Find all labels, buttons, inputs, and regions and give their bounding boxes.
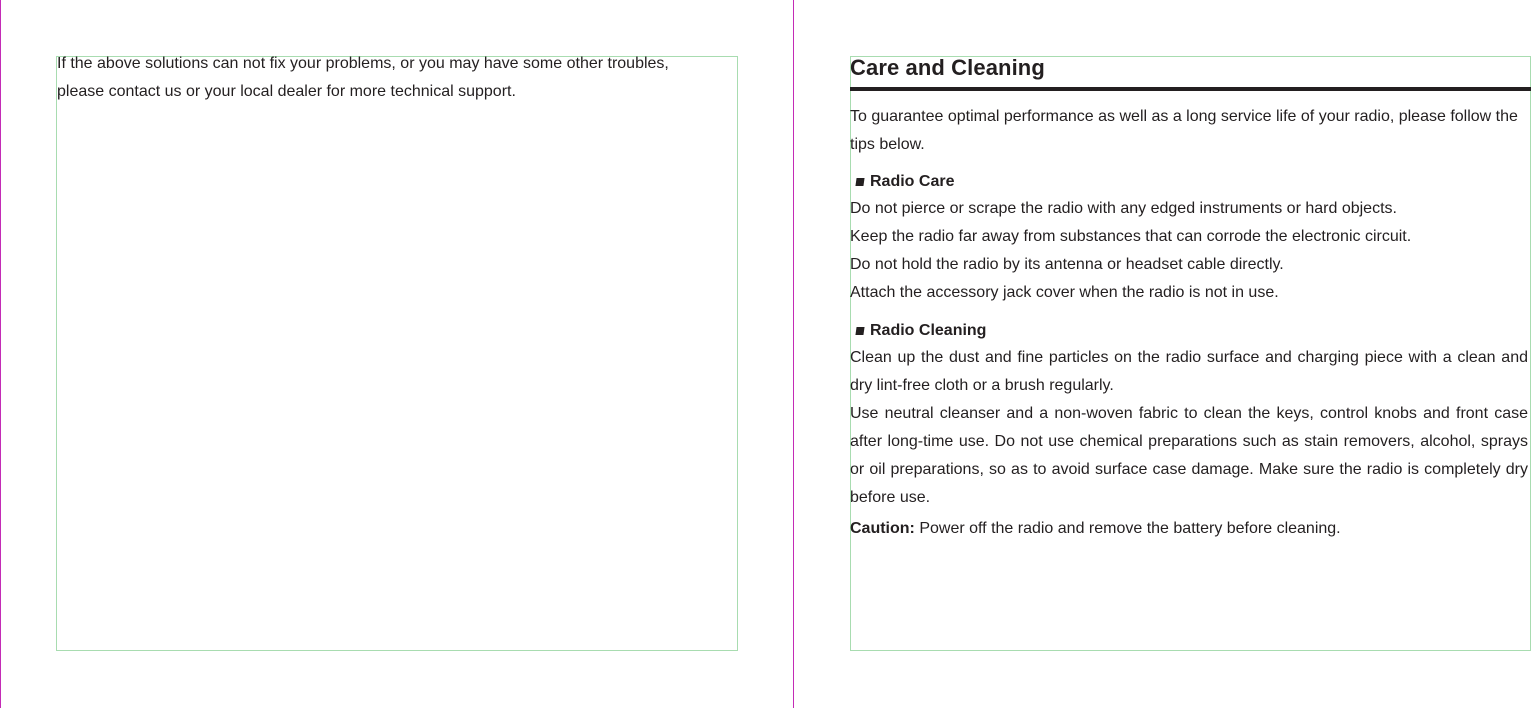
caution-note — [850, 515, 1533, 543]
caution-text: Power off the radio and remove the battery before cleaning. — [914, 520, 1341, 537]
square-bullet-icon — [855, 327, 864, 335]
cleaning-paragraph-2: Use neutral cleanser and a non-woven fabric to clean the keys, control knobs and front case after long-time use. Do not use chemical preparations such as stain removers, alcohol, sprays or oil preparations, so as to avoid surface case damage. Make sure the radio is completely dry before use. — [850, 405, 1528, 506]
left-page-edge — [0, 0, 1, 708]
title-underline — [850, 87, 1531, 91]
radio-care-heading — [850, 169, 1533, 195]
care-item: Do not hold the radio by its antenna or headset cable directly. — [850, 256, 1284, 273]
care-item: Do not pierce or scrape the radio with any edged instruments or hard objects. — [850, 200, 1397, 217]
page-spine-divider — [793, 0, 794, 708]
care-and-cleaning-section — [850, 52, 1533, 543]
support-paragraph — [57, 50, 737, 106]
left-text-frame — [56, 56, 738, 651]
intro-paragraph: To guarantee optimal performance as well as a long service life of your radio, please follow the tips below. — [850, 108, 1518, 153]
support-line-1: If the above solutions can not fix your problems, or you may have some other troubles, — [57, 55, 669, 72]
care-item: Keep the radio far away from substances that can corrode the electronic circuit. — [850, 228, 1412, 245]
radio-care-heading-label: Radio Care — [870, 173, 955, 190]
caution-label: Caution: — [850, 520, 915, 537]
radio-cleaning-heading-label: Radio Cleaning — [870, 322, 987, 339]
page-title: Care and Cleaning — [850, 55, 1045, 80]
radio-cleaning-heading — [850, 318, 1533, 344]
care-item: Attach the accessory jack cover when the radio is not in use. — [850, 284, 1279, 301]
square-bullet-icon — [855, 178, 864, 186]
support-line-2: please contact us or your local dealer for more technical support. — [57, 83, 516, 100]
cleaning-paragraph-1: Clean up the dust and fine particles on the radio surface and charging piece with a clean and dry lint-free cloth or a brush regularly. — [850, 349, 1528, 394]
